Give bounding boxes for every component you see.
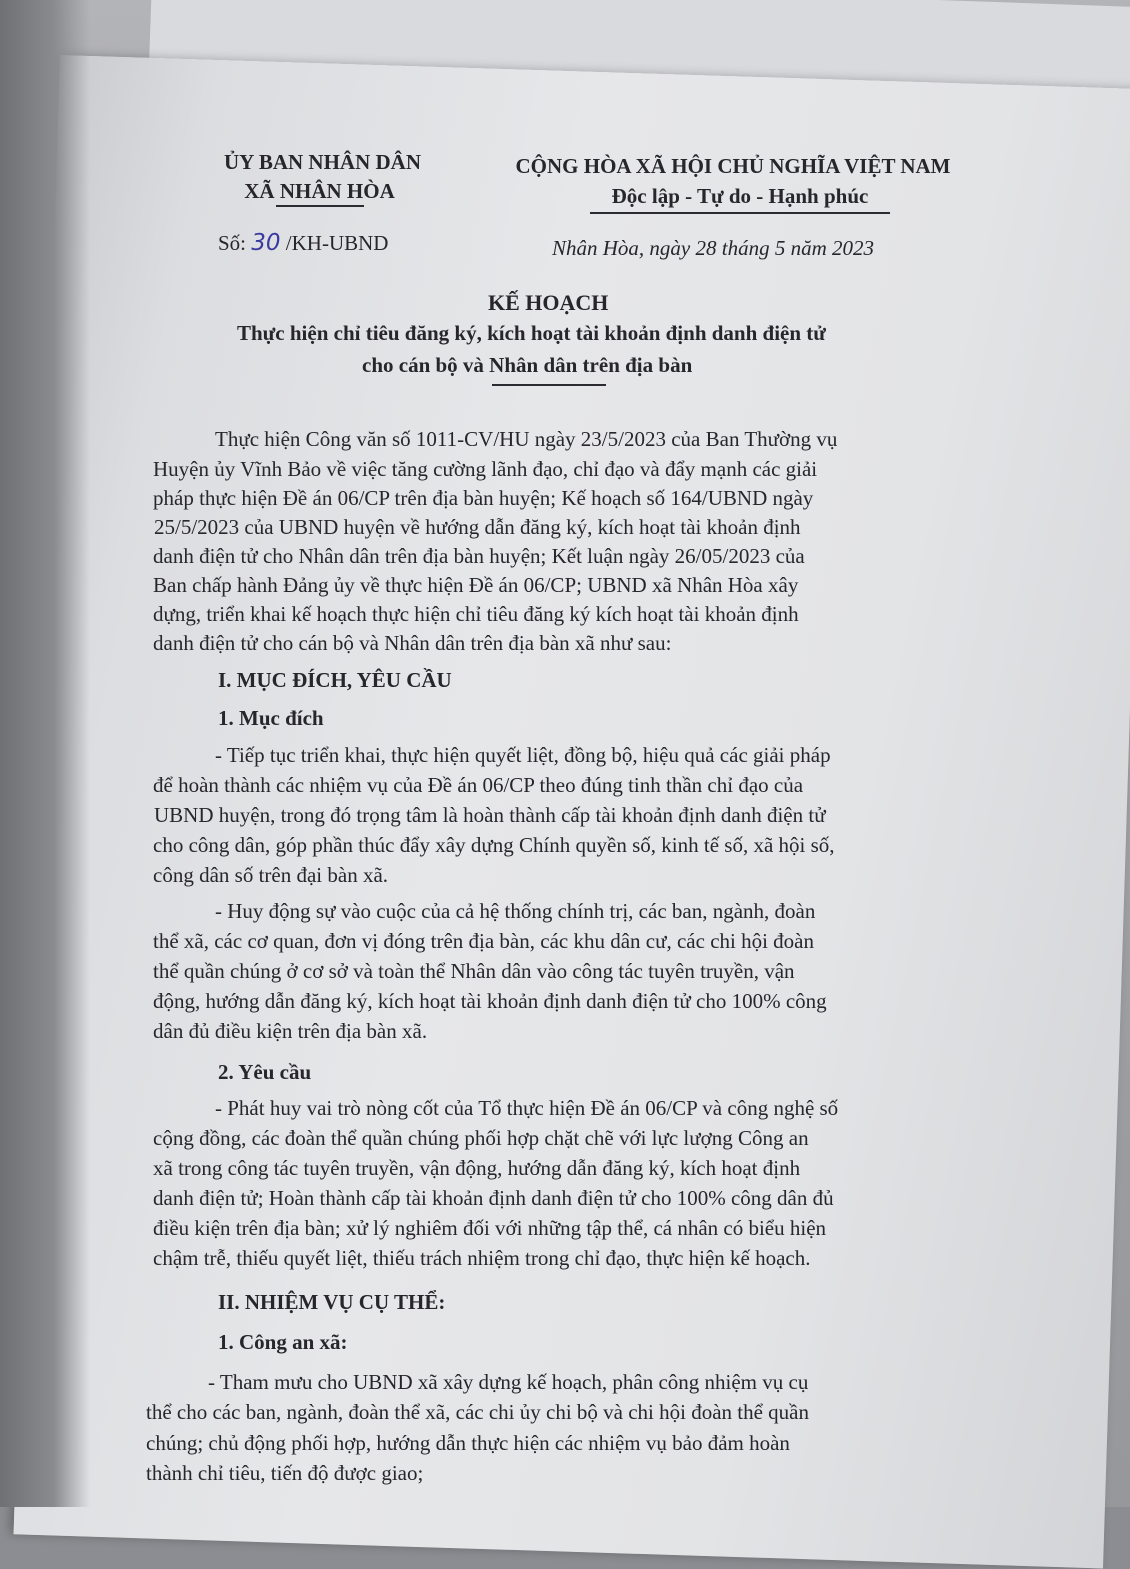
commune-name: XÃ NHÂN HÒA [244,179,395,203]
intro-line-8: danh điện tử cho cán bộ và Nhân dân trên địa bàn xã như sau: [153,631,672,655]
intro-line-7: dựng, triển khai kế hoạch thực hiện chỉ tiêu đăng ký kích hoạt tài khoản định [153,602,799,626]
purpose-para-2-line-5: dân đủ điều kiện trên địa bàn xã. [153,1019,428,1043]
police-task-line-2: thể cho các ban, ngành, đoàn thể xã, các chi ủy chi bộ và chi hội đoàn thể quần [146,1400,810,1424]
document-date: Nhân Hòa, ngày 28 tháng 5 năm 2023 [552,236,874,260]
purpose-para-1-line-2: để hoàn thành các nhiệm vụ của Đề án 06/CP theo đúng tinh thần chỉ đạo của [153,773,804,797]
number-suffix: /KH-UBND [285,231,389,255]
requirement-line-4: danh điện tử; Hoàn thành cấp tài khoản định danh điện tử cho 100% công dân đủ [153,1186,834,1210]
purpose-para-2-line-1: - Huy động sự vào cuộc của cả hệ thống chính trị, các ban, ngành, đoàn [215,899,816,923]
document-subtitle-1: Thực hiện chỉ tiêu đăng ký, kích hoạt tài khoản định danh điện tử [237,321,826,345]
intro-line-1: Thực hiện Công văn số 1011-CV/HU ngày 23/5/2023 của Ban Thường vụ [215,427,838,451]
police-task-line-1: - Tham mưu cho UBND xã xây dựng kế hoạch, phân công nhiệm vụ cụ [208,1370,809,1394]
purpose-para-2-line-4: động, hướng dẫn đăng ký, kích hoạt tài khoản định danh điện tử cho 100% công [153,989,827,1013]
purpose-para-1-line-1: - Tiếp tục triển khai, thực hiện quyết liệt, đồng bộ, hiệu quả các giải pháp [215,743,831,767]
agency-name: ỦY BAN NHÂN DÂN [224,150,421,174]
requirement-line-2: cộng đồng, các đoàn thể quần chúng phối hợp chặt chẽ với lực lượng Công an [153,1126,809,1150]
purpose-para-2-line-3: thể quần chúng ở cơ sở và toàn thể Nhân dân vào công tác tuyên truyền, vận [153,959,795,983]
police-task-line-3: chúng; chủ động phối hợp, hướng dẫn thực hiện các nhiệm vụ bảo đảm hoàn [146,1431,790,1455]
intro-line-2: Huyện ủy Vĩnh Bảo về việc tăng cường lãnh đạo, chỉ đạo và đẩy mạnh các giải [153,457,818,481]
purpose-para-2-line-2: thể xã, các cơ quan, đơn vị đóng trên địa bàn, các khu dân cư, các chi hội đoàn [153,929,815,953]
document-title: KẾ HOẠCH [488,290,609,315]
title-rule [492,384,606,386]
intro-line-4: 25/5/2023 của UBND huyện về hướng dẫn đăng ký, kích hoạt tài khoản định [154,515,801,539]
section-1-heading: I. MỤC ĐÍCH, YÊU CẦU [218,668,452,692]
purpose-para-1-line-4: cho công dân, góp phần thúc đẩy xây dựng Chính quyền số, kinh tế số, xã hội số, [153,833,835,857]
commune-underline [276,205,364,207]
number-prefix: Số: [218,231,247,255]
purpose-para-1-line-5: công dân số trên đại bàn xã. [153,863,389,887]
intro-line-5: danh điện tử cho Nhân dân trên địa bàn huyện; Kết luận ngày 26/05/2023 của [153,544,805,568]
purpose-para-1-line-3: UBND huyện, trong đó trọng tâm là hoàn thành cấp tài khoản định danh điện tử [154,803,826,827]
motto-underline [590,212,890,214]
document-number [218,229,388,257]
section-2-1-heading: 1. Công an xã: [218,1330,348,1354]
intro-line-6: Ban chấp hành Đảng ủy về thực hiện Đề án 06/CP; UBND xã Nhân Hòa xây [153,573,799,597]
section-2-heading: II. NHIỆM VỤ CỤ THỂ: [218,1290,446,1314]
document-subtitle-2: cho cán bộ và Nhân dân trên địa bàn [362,353,693,377]
section-1-1-heading: 1. Mục đích [218,706,324,730]
section-1-2-heading: 2. Yêu cầu [218,1060,312,1084]
requirement-line-5: điều kiện trên địa bàn; xử lý nghiêm đối với những tập thể, cá nhân có biểu hiện [153,1216,827,1240]
intro-line-3: pháp thực hiện Đề án 06/CP trên địa bàn huyện; Kế hoạch số 164/UBND ngày [153,486,814,510]
number-handwritten: 30 [251,230,281,256]
requirement-line-1: - Phát huy vai trò nòng cốt của Tổ thực hiện Đề án 06/CP và công nghệ số [215,1096,839,1120]
requirement-line-3: xã trong công tác tuyên truyền, vận động, hướng dẫn đăng ký, kích hoạt định [153,1156,801,1180]
national-motto: Độc lập - Tự do - Hạnh phúc [611,184,869,208]
national-title: CỘNG HÒA XÃ HỘI CHỦ NGHĨA VIỆT NAM [515,154,951,178]
requirement-line-6: chậm trễ, thiếu quyết liệt, thiếu trách nhiệm trong chỉ đạo, thực hiện kế hoạch. [153,1246,811,1270]
police-task-line-4: thành chỉ tiêu, tiến độ được giao; [146,1461,424,1485]
